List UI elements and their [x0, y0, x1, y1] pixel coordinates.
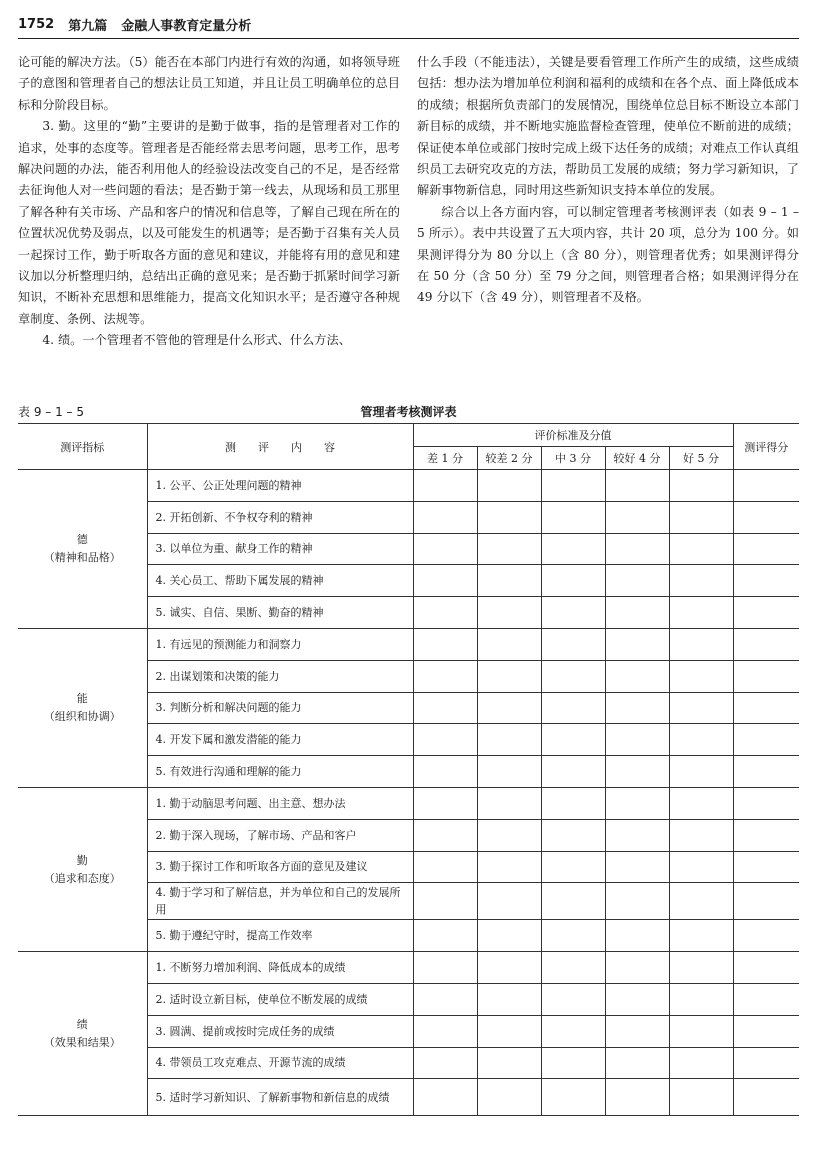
- content-cell: 4. 带领员工攻克难点、开源节流的成绩: [147, 1047, 413, 1079]
- score-level-cell[interactable]: [477, 883, 541, 920]
- score-level-cell[interactable]: [605, 533, 669, 565]
- score-level-cell[interactable]: [413, 565, 477, 597]
- score-level-cell[interactable]: [477, 628, 541, 660]
- score-level-cell[interactable]: [477, 501, 541, 533]
- score-level-cell[interactable]: [413, 470, 477, 502]
- score-level-cell[interactable]: [413, 692, 477, 724]
- indicator-subtitle: （精神和品格）: [43, 550, 121, 564]
- paragraph: 3. 勤。这里的“勤”主要讲的是勤于做事，指的是管理者对工作的追求，处事的态度等。管理者是否能经常去思考问题，思考工作，思考解决问题的办法，能否利用他人的经验设法改变自己的不足，是否经常去征询他人对一些问题的看法；是否勤于第一线去，从现场和员工那里了解各种有关市场、产品和客户的情况和信息等，了解自己现在所在的位置状况优势及弱点，以及可能发生的机遇等；是否勤于召集有关人员一起探讨工作，勤于听取各方面的意见和建议，并能将有用的意见和建议加以分析整理归纳，总结出正确的意见来；是否勤于抓紧时间学习新知识，不断补充思想和思维能力，提高文化知识水平；是否遵守各种规章制度、条例、法规等。: [18, 119, 400, 326]
- score-cell[interactable]: [733, 501, 799, 533]
- indicator-name: 德: [76, 532, 88, 546]
- score-level-cell[interactable]: [669, 565, 733, 597]
- table-body: [18, 470, 799, 1116]
- score-level-cell[interactable]: [669, 1015, 733, 1047]
- indicator-subtitle: （组织和协调）: [43, 709, 121, 723]
- score-level-cell[interactable]: [669, 883, 733, 920]
- table-number: 表 9 – 1 – 5: [18, 405, 84, 419]
- score-level-cell[interactable]: [413, 952, 477, 984]
- score-level-cell[interactable]: [477, 724, 541, 756]
- header-content: 测 评 内 容: [147, 424, 413, 470]
- content-cell: 1. 公平、公正处理问题的精神: [147, 470, 413, 502]
- score-level-cell[interactable]: [605, 660, 669, 692]
- header-criteria: 评价标准及分值: [413, 424, 733, 447]
- indicator-cell: [18, 787, 147, 951]
- score-level-cell[interactable]: [669, 952, 733, 984]
- part-label: 第九篇: [68, 18, 108, 34]
- score-level-cell[interactable]: [477, 470, 541, 502]
- score-level-cell[interactable]: [541, 851, 605, 883]
- page-number: 1752: [18, 16, 55, 32]
- score-level-cell[interactable]: [413, 660, 477, 692]
- content-cell: 5. 适时学习新知识、了解新事物和新信息的成绩: [147, 1079, 413, 1116]
- score-level-cell[interactable]: [541, 533, 605, 565]
- score-level-cell[interactable]: [413, 724, 477, 756]
- paragraph: 4. 绩。一个管理者不管他的管理是什么形式、什么方法、: [42, 333, 351, 348]
- score-cell[interactable]: [733, 724, 799, 756]
- score-level-cell[interactable]: [541, 1079, 605, 1116]
- score-level-cell[interactable]: [541, 819, 605, 851]
- score-cell[interactable]: [733, 983, 799, 1015]
- score-level-cell[interactable]: [605, 787, 669, 819]
- paragraph: 论可能的解决方法。（5）能否在本部门内进行有效的沟通，如将领导班子的意图和管理者自己的想法让员工知道，并且让员工明确单位的总目标和分阶段目标。: [18, 55, 400, 112]
- score-cell[interactable]: [733, 1079, 799, 1116]
- score-level-cell[interactable]: [477, 597, 541, 629]
- score-level-cell[interactable]: [669, 692, 733, 724]
- score-level-cell[interactable]: [605, 920, 669, 952]
- content-cell: 1. 不断努力增加利润、降低成本的成绩: [147, 952, 413, 984]
- indicator-subtitle: （追求和态度）: [43, 871, 121, 885]
- score-level-cell[interactable]: [477, 565, 541, 597]
- score-level-cell[interactable]: [413, 597, 477, 629]
- body-columns: [18, 52, 799, 352]
- score-level-cell[interactable]: [669, 628, 733, 660]
- score-level-cell[interactable]: [541, 983, 605, 1015]
- score-level-cell[interactable]: [541, 660, 605, 692]
- score-level-cell[interactable]: [605, 501, 669, 533]
- table-title: 管理者考核测评表: [360, 405, 457, 419]
- score-level-cell[interactable]: [413, 883, 477, 920]
- header-score: 测评得分: [733, 424, 799, 470]
- content-cell: 4. 勤于学习和了解信息，并为单位和自己的发展所用: [147, 883, 413, 920]
- header-level: 中 3 分: [541, 447, 605, 470]
- score-level-cell[interactable]: [605, 628, 669, 660]
- score-level-cell[interactable]: [541, 692, 605, 724]
- content-cell: 1. 有远见的预测能力和洞察力: [147, 628, 413, 660]
- score-level-cell[interactable]: [413, 1015, 477, 1047]
- score-cell[interactable]: [733, 692, 799, 724]
- table-row: [18, 787, 799, 819]
- score-level-cell[interactable]: [477, 920, 541, 952]
- left-column: [18, 52, 400, 352]
- score-level-cell[interactable]: [605, 1079, 669, 1116]
- score-cell[interactable]: [733, 756, 799, 788]
- score-level-cell[interactable]: [413, 756, 477, 788]
- score-level-cell[interactable]: [477, 952, 541, 984]
- table-row: [18, 628, 799, 660]
- score-level-cell[interactable]: [669, 501, 733, 533]
- header-indicator: 测评指标: [18, 424, 147, 470]
- score-level-cell[interactable]: [541, 883, 605, 920]
- score-cell[interactable]: [733, 660, 799, 692]
- content-cell: 2. 勤于深入现场，了解市场、产品和客户: [147, 819, 413, 851]
- paragraph: 综合以上各方面内容，可以制定管理者考核测评表（如表 9 – 1 – 5 所示）。表中共设置了五大项内容，共计 20 项，总分为 100 分。如果测评得分为 80 分以上（含 80 分），则管理者优秀；如果测评得分在 50 分（含 50 分）至 79 分之间，则管理者合格；如果测评得分在 49 分以下（含 49 分），则管理者不及格。: [417, 204, 799, 305]
- page-header: [18, 10, 799, 39]
- content-cell: 5. 诚实、自信、果断、勤奋的精神: [147, 597, 413, 629]
- score-level-cell[interactable]: [541, 597, 605, 629]
- score-level-cell[interactable]: [477, 1079, 541, 1116]
- score-level-cell[interactable]: [669, 1047, 733, 1079]
- content-cell: 5. 勤于遵纪守时，提高工作效率: [147, 920, 413, 952]
- content-cell: 1. 勤于动脑思考问题、出主意、想办法: [147, 787, 413, 819]
- score-cell[interactable]: [733, 597, 799, 629]
- score-level-cell[interactable]: [605, 952, 669, 984]
- score-level-cell[interactable]: [477, 1047, 541, 1079]
- content-cell: 4. 关心员工、帮助下属发展的精神: [147, 565, 413, 597]
- paragraph: 什么手段（不能违法），关键是要看管理工作所产生的成绩，这些成绩包括：想办法为增加单位利润和福利的成绩和在各个点、面上降低成本的成绩；根据所负责部门的发展情况，围绕单位总目标不断设立本部门新目标的成绩，并不断地实施监督检查管理，使单位不断前进的成绩；保证使本单位或部门按时完成上级下达任务的成绩；对难点工作认真组织员工去研究攻克的方法，帮助员工发展的成绩；努力学习新知识，了解新事物新信息，同时用这些新知识支持本单位的发展。: [417, 55, 799, 198]
- score-level-cell[interactable]: [605, 692, 669, 724]
- content-cell: 2. 出谋划策和决策的能力: [147, 660, 413, 692]
- score-level-cell[interactable]: [605, 597, 669, 629]
- score-level-cell[interactable]: [413, 983, 477, 1015]
- score-level-cell[interactable]: [413, 628, 477, 660]
- score-level-cell[interactable]: [669, 851, 733, 883]
- score-level-cell[interactable]: [413, 1079, 477, 1116]
- score-level-cell[interactable]: [413, 533, 477, 565]
- score-cell[interactable]: [733, 920, 799, 952]
- score-level-cell[interactable]: [605, 819, 669, 851]
- score-level-cell[interactable]: [669, 819, 733, 851]
- score-cell[interactable]: [733, 628, 799, 660]
- content-cell: 4. 开发下属和激发潜能的能力: [147, 724, 413, 756]
- score-level-cell[interactable]: [605, 724, 669, 756]
- header-level: 好 5 分: [669, 447, 733, 470]
- score-level-cell[interactable]: [669, 1079, 733, 1116]
- part-title: 金融人事教育定量分析: [121, 18, 252, 34]
- score-level-cell[interactable]: [413, 851, 477, 883]
- score-level-cell[interactable]: [669, 787, 733, 819]
- indicator-name: 勤: [76, 853, 88, 867]
- score-level-cell[interactable]: [541, 756, 605, 788]
- score-level-cell[interactable]: [477, 819, 541, 851]
- score-level-cell[interactable]: [413, 819, 477, 851]
- score-level-cell[interactable]: [669, 660, 733, 692]
- content-cell: 3. 以单位为重、献身工作的精神: [147, 533, 413, 565]
- table-row: [18, 470, 799, 502]
- score-level-cell[interactable]: [477, 1015, 541, 1047]
- score-cell[interactable]: [733, 819, 799, 851]
- score-level-cell[interactable]: [477, 533, 541, 565]
- score-level-cell[interactable]: [413, 501, 477, 533]
- score-level-cell[interactable]: [477, 787, 541, 819]
- indicator-cell: [18, 952, 147, 1116]
- score-cell[interactable]: [733, 851, 799, 883]
- score-level-cell[interactable]: [669, 724, 733, 756]
- score-level-cell[interactable]: [669, 983, 733, 1015]
- score-level-cell[interactable]: [669, 756, 733, 788]
- content-cell: 2. 开拓创新、不争权夺利的精神: [147, 501, 413, 533]
- right-column: [417, 52, 799, 352]
- header-level: 较好 4 分: [605, 447, 669, 470]
- score-level-cell[interactable]: [605, 756, 669, 788]
- score-level-cell[interactable]: [541, 501, 605, 533]
- header-level: 较差 2 分: [477, 447, 541, 470]
- score-level-cell[interactable]: [605, 883, 669, 920]
- score-level-cell[interactable]: [541, 724, 605, 756]
- indicator-subtitle: （效果和结果）: [43, 1035, 121, 1049]
- score-cell[interactable]: [733, 565, 799, 597]
- score-level-cell[interactable]: [541, 952, 605, 984]
- score-level-cell[interactable]: [669, 920, 733, 952]
- score-level-cell[interactable]: [605, 851, 669, 883]
- evaluation-table: [18, 423, 799, 1116]
- score-level-cell[interactable]: [541, 787, 605, 819]
- indicator-name: 能: [76, 691, 88, 705]
- score-level-cell[interactable]: [541, 1047, 605, 1079]
- score-level-cell[interactable]: [541, 565, 605, 597]
- score-level-cell[interactable]: [669, 597, 733, 629]
- score-level-cell[interactable]: [477, 851, 541, 883]
- score-level-cell[interactable]: [541, 628, 605, 660]
- score-cell[interactable]: [733, 952, 799, 984]
- indicator-cell: [18, 470, 147, 629]
- score-level-cell[interactable]: [477, 692, 541, 724]
- score-level-cell[interactable]: [477, 660, 541, 692]
- score-level-cell[interactable]: [477, 756, 541, 788]
- score-level-cell[interactable]: [605, 1047, 669, 1079]
- score-level-cell[interactable]: [413, 920, 477, 952]
- content-cell: 5. 有效进行沟通和理解的能力: [147, 756, 413, 788]
- score-level-cell[interactable]: [413, 787, 477, 819]
- content-cell: 3. 勤于探讨工作和听取各方面的意见及建议: [147, 851, 413, 883]
- header-level: 差 1 分: [413, 447, 477, 470]
- content-cell: 3. 圆满、提前或按时完成任务的成绩: [147, 1015, 413, 1047]
- score-level-cell[interactable]: [541, 1015, 605, 1047]
- score-level-cell[interactable]: [669, 533, 733, 565]
- table-caption: [18, 403, 799, 421]
- score-cell[interactable]: [733, 1047, 799, 1079]
- score-cell[interactable]: [733, 1015, 799, 1047]
- score-level-cell[interactable]: [605, 565, 669, 597]
- score-level-cell[interactable]: [605, 1015, 669, 1047]
- indicator-cell: [18, 628, 147, 787]
- table-row: [18, 952, 799, 984]
- content-cell: 2. 适时设立新目标，使单位不断发展的成绩: [147, 983, 413, 1015]
- score-cell[interactable]: [733, 883, 799, 920]
- score-level-cell[interactable]: [477, 983, 541, 1015]
- score-level-cell[interactable]: [669, 470, 733, 502]
- indicator-name: 绩: [76, 1017, 88, 1031]
- content-cell: 3. 判断分析和解决问题的能力: [147, 692, 413, 724]
- score-level-cell[interactable]: [541, 920, 605, 952]
- score-level-cell[interactable]: [605, 983, 669, 1015]
- score-level-cell[interactable]: [413, 1047, 477, 1079]
- score-cell[interactable]: [733, 470, 799, 502]
- score-level-cell[interactable]: [605, 470, 669, 502]
- score-level-cell[interactable]: [541, 470, 605, 502]
- score-cell[interactable]: [733, 787, 799, 819]
- score-cell[interactable]: [733, 533, 799, 565]
